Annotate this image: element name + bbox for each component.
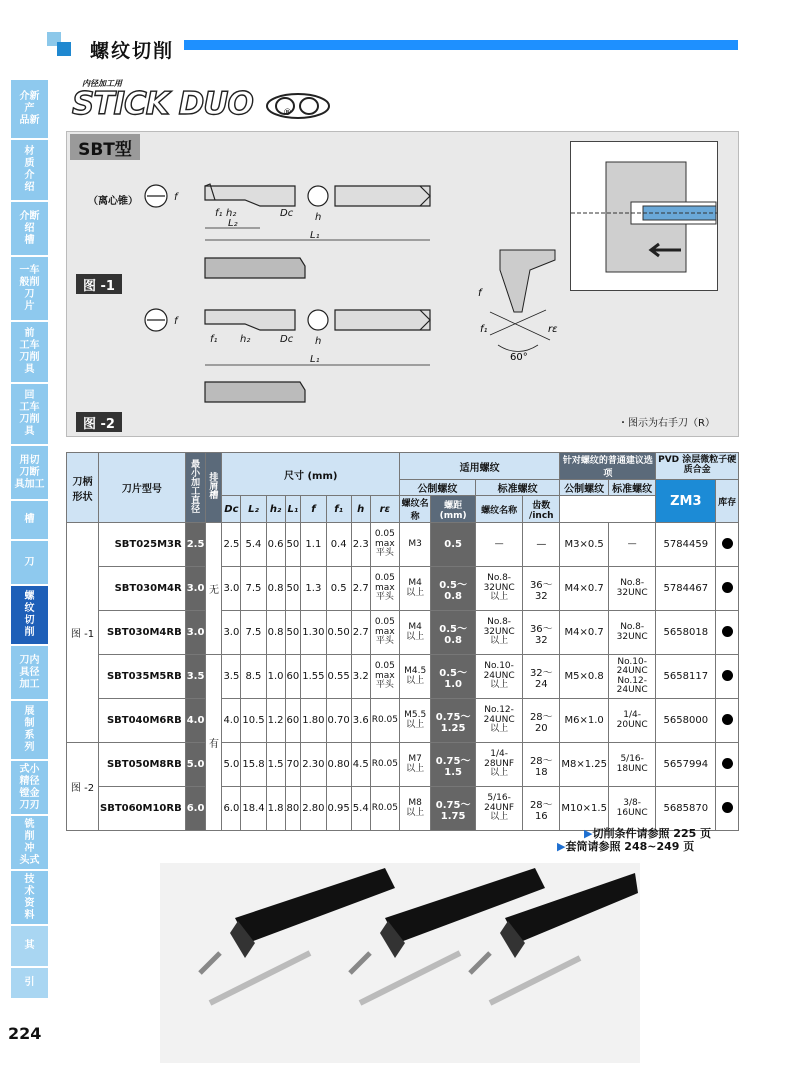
code-cell: 5784459 (656, 523, 716, 567)
col-dims: 尺寸 (mm) (222, 453, 400, 496)
m-name-cell: M4 以上 (399, 567, 430, 611)
pitch-cell: 0.5～0.8 (431, 567, 476, 611)
rc-cell: 0.05 max 平头 (370, 611, 399, 655)
rc-cell: R0.05 (370, 787, 399, 831)
tpi-cell: 36～32 (523, 567, 560, 611)
m-name-cell: M4 以上 (399, 611, 430, 655)
insert-model-cell: SBT030M4R (99, 567, 186, 611)
logo-subtitle: 内径加工用 (82, 79, 122, 88)
u-name-cell: No.8-32UNC 以上 (475, 567, 522, 611)
sidebar-item[interactable]: 其 (11, 926, 48, 968)
subhead-cell: h₂ (266, 496, 285, 523)
f-cell: 2.30 (301, 743, 326, 787)
pitch-cell: 0.5～1.0 (431, 655, 476, 699)
cutting-ref[interactable]: ▶切削条件请参照 225 页 (584, 827, 712, 840)
svg-text:Dc: Dc (280, 208, 294, 219)
svg-text:f: f (174, 316, 178, 327)
f-cell: 1.80 (301, 699, 326, 743)
in-stock-icon (722, 670, 733, 681)
Dc-cell: 3.0 (222, 611, 241, 655)
figure-2-tag: 图 -2 (76, 412, 122, 432)
Dc-cell: 6.0 (222, 787, 241, 831)
table-row (67, 787, 739, 831)
col-model: 刀片型号 (99, 453, 186, 523)
L2-cell: 10.5 (241, 699, 266, 743)
bore-machining-icon (571, 142, 717, 290)
svg-text:60°: 60° (510, 352, 528, 363)
u-name-cell: — (475, 523, 522, 567)
col-g-unified: 标准螺纹 (608, 480, 655, 496)
L1-cell: 80 (285, 787, 301, 831)
min-bore-cell: 4.0 (185, 699, 206, 743)
u-name-cell: 1/4-28UNF 以上 (475, 743, 522, 787)
g-metric-cell: M3×0.5 (560, 523, 609, 567)
in-stock-icon (722, 714, 733, 725)
col-pvd: PVD 涂层微粒子硬质合金 (656, 453, 739, 480)
coolant-cell: 无 (206, 523, 222, 655)
h-cell: 2.7 (351, 567, 370, 611)
sidebar-item[interactable]: 材 质 介 绍 (11, 140, 48, 202)
min-bore-cell: 2.5 (185, 523, 206, 567)
m-name-cell: M4.5 以上 (399, 655, 430, 699)
Dc-cell: 5.0 (222, 743, 241, 787)
L2-cell: 8.5 (241, 655, 266, 699)
h-cell: 5.4 (351, 787, 370, 831)
sidebar-item[interactable]: 介断 绍 槽 (11, 202, 48, 257)
table-row (67, 611, 739, 655)
code-cell: 5658117 (656, 655, 716, 699)
Dc-cell: 3.5 (222, 655, 241, 699)
product-photo (160, 863, 640, 1063)
in-stock-icon (722, 538, 733, 549)
sidebar-item[interactable]: 铣 削 冲 头式 (11, 816, 48, 871)
min-bore-cell: 3.0 (185, 567, 206, 611)
coolant-cell: 有 (206, 655, 222, 831)
h-cell: 3.2 (351, 655, 370, 699)
code-cell: 5685870 (656, 787, 716, 831)
machining-illustration (570, 141, 718, 291)
Dc-cell: 3.0 (222, 567, 241, 611)
subhead-cell: 螺纹名称 (475, 496, 522, 523)
svg-text:f₁: f₁ (480, 324, 488, 335)
logo-emblem-icon (265, 92, 331, 120)
sidebar-item[interactable]: 槽 (11, 501, 48, 541)
stock-cell (716, 699, 739, 743)
sleeve-ref[interactable]: ▶套筒请参照 248~249 页 (557, 840, 695, 853)
stock-cell (716, 611, 739, 655)
L1-cell: 50 (285, 611, 301, 655)
tool-holders-image (160, 863, 640, 1063)
stock-cell (716, 743, 739, 787)
header-decoration-square (57, 42, 71, 56)
stock-cell (716, 655, 739, 699)
sidebar-item[interactable]: 前 工车 刀削 具 (11, 322, 48, 384)
in-stock-icon (722, 758, 733, 769)
table-row (67, 523, 739, 567)
svg-text:L₂: L₂ (228, 218, 238, 229)
conical-label: （离心锥） (88, 196, 138, 207)
insert-model-cell: SBT025M3R (99, 523, 186, 567)
subhead-cell: L₂ (241, 496, 266, 523)
col-shank: 刀柄 形状 (67, 453, 99, 523)
svg-text:L₁: L₁ (310, 230, 320, 241)
subhead-cell: 螺纹名称 (399, 496, 430, 523)
sidebar-item[interactable]: 引 (11, 968, 48, 1000)
tool-drawings (130, 170, 450, 430)
f1-cell: 0.5 (326, 567, 351, 611)
tpi-cell: 32～24 (523, 655, 560, 699)
svg-text:f₁: f₁ (215, 208, 223, 219)
m-name-cell: M8 以上 (399, 787, 430, 831)
f-cell: 1.3 (301, 567, 326, 611)
u-name-cell: No.8-32UNC 以上 (475, 611, 522, 655)
tpi-cell: 28～16 (523, 787, 560, 831)
h2-cell: 1.8 (266, 787, 285, 831)
svg-text:f: f (174, 192, 178, 203)
svg-text:h: h (315, 212, 322, 223)
stock-cell (716, 523, 739, 567)
Dc-cell: 4.0 (222, 699, 241, 743)
h2-cell: 1.5 (266, 743, 285, 787)
f-cell: 1.30 (301, 611, 326, 655)
u-name-cell: 5/16-24UNF 以上 (475, 787, 522, 831)
L1-cell: 60 (285, 655, 301, 699)
table-row (67, 699, 739, 743)
g-metric-cell: M4×0.7 (560, 567, 609, 611)
rc-cell: 0.05 max 平头 (370, 567, 399, 611)
code-cell: 5658018 (656, 611, 716, 655)
rc-cell: 0.05 max 平头 (370, 523, 399, 567)
insert-model-cell: SBT030M4RB (99, 611, 186, 655)
right-hand-note: ・图示为右手刀（R） (618, 418, 715, 429)
m-name-cell: M7 以上 (399, 743, 430, 787)
h2-cell: 0.6 (266, 523, 285, 567)
table-row (67, 743, 739, 787)
table-row (67, 567, 739, 611)
subhead-cell: f (301, 496, 326, 523)
L2-cell: 7.5 (241, 567, 266, 611)
sidebar-item[interactable]: 式小 精径 镗金 刀刃 (11, 761, 48, 816)
col-unified: 标准螺纹 (475, 480, 559, 496)
col-min-bore: 最小加工直径 (185, 453, 206, 523)
Dc-cell: 2.5 (222, 523, 241, 567)
sidebar-item[interactable]: 刀内 具径 加工 (11, 646, 48, 701)
L2-cell: 18.4 (241, 787, 266, 831)
tpi-cell: 28～20 (523, 699, 560, 743)
subhead-cell: L₁ (285, 496, 301, 523)
L1-cell: 60 (285, 699, 301, 743)
f1-cell: 0.55 (326, 655, 351, 699)
h2-cell: 1.2 (266, 699, 285, 743)
g-metric-cell: M8×1.25 (560, 743, 609, 787)
pitch-cell: 0.75～1.75 (431, 787, 476, 831)
L2-cell: 15.8 (241, 743, 266, 787)
subhead-cell: 齿数 /inch (523, 496, 560, 523)
sidebar-item[interactable]: 螺 纹 切 削 (11, 586, 48, 646)
in-stock-icon (722, 626, 733, 637)
pitch-cell: 0.75～1.5 (431, 743, 476, 787)
m-name-cell: M3 (399, 523, 430, 567)
sidebar-item[interactable]: 回 工车 刀削 具 (11, 384, 48, 446)
col-coolant: 排屑槽 (206, 453, 222, 523)
g-metric-cell: M6×1.0 (560, 699, 609, 743)
L1-cell: 70 (285, 743, 301, 787)
code-cell: 5784467 (656, 567, 716, 611)
rc-cell: R0.05 (370, 699, 399, 743)
f1-cell: 0.4 (326, 523, 351, 567)
header-rule (184, 40, 738, 50)
tpi-cell: — (523, 523, 560, 567)
f1-cell: 0.70 (326, 699, 351, 743)
sidebar-item[interactable]: 用切 刀断 具加工 (11, 446, 48, 501)
h-cell: 3.6 (351, 699, 370, 743)
h-cell: 2.3 (351, 523, 370, 567)
f-cell: 1.55 (301, 655, 326, 699)
h2-cell: 1.0 (266, 655, 285, 699)
L1-cell: 50 (285, 567, 301, 611)
svg-text:f₁: f₁ (210, 334, 218, 345)
svg-text:h₂: h₂ (240, 334, 251, 345)
f1-cell: 0.80 (326, 743, 351, 787)
subhead-cell: 螺距 (mm) (431, 496, 476, 523)
svg-text:h: h (315, 336, 322, 347)
svg-text:L₁: L₁ (310, 354, 320, 365)
subhead-cell: h (351, 496, 370, 523)
insert-model-cell: SBT060M10RB (99, 787, 186, 831)
stock-cell (716, 567, 739, 611)
col-general: 针对螺纹的普通建议选项 (560, 453, 656, 480)
code-cell: 5657994 (656, 743, 716, 787)
svg-text:Dc: Dc (280, 334, 294, 345)
L2-cell: 7.5 (241, 611, 266, 655)
registered-mark: ® (283, 108, 292, 118)
u-name-cell: No.10-24UNC 以上 (475, 655, 522, 699)
f1-cell: 0.95 (326, 787, 351, 831)
g-unified-cell: No.8-32UNC (608, 567, 655, 611)
subhead-cell: Dc (222, 496, 241, 523)
subhead-cell: f₁ (326, 496, 351, 523)
stock-cell (716, 787, 739, 831)
g-unified-cell: 1/4-20UNC (608, 699, 655, 743)
g-unified-cell: No.8-32UNC (608, 611, 655, 655)
insert-model-cell: SBT035M5RB (99, 655, 186, 699)
f-cell: 2.80 (301, 787, 326, 831)
g-unified-cell: 3/8-16UNC (608, 787, 655, 831)
min-bore-cell: 6.0 (185, 787, 206, 831)
page-number: 224 (8, 1024, 42, 1043)
h-cell: 4.5 (351, 743, 370, 787)
svg-text:h₂: h₂ (226, 208, 237, 219)
shank-shape-cell: 图 -2 (67, 743, 99, 831)
f1-cell: 0.50 (326, 611, 351, 655)
pitch-cell: 0.75～1.25 (431, 699, 476, 743)
in-stock-icon (722, 582, 733, 593)
rc-cell: R0.05 (370, 743, 399, 787)
g-metric-cell: M10×1.5 (560, 787, 609, 831)
insert-model-cell: SBT050M8RB (99, 743, 186, 787)
col-applicable: 适用螺纹 (399, 453, 559, 480)
sidebar-item[interactable]: 刀 (11, 541, 48, 586)
h-cell: 2.7 (351, 611, 370, 655)
sidebar-item[interactable]: 介新 产 品新 (11, 80, 48, 140)
col-stock: 库存 (716, 480, 739, 523)
h2-cell: 0.8 (266, 611, 285, 655)
col-g-metric: 公制螺纹 (560, 480, 609, 496)
col-metric: 公制螺纹 (399, 480, 475, 496)
h2-cell: 0.8 (266, 567, 285, 611)
brand-logo: STICK DUO (72, 86, 331, 122)
code-cell: 5658000 (656, 699, 716, 743)
figure-1-tag: 图 -1 (76, 274, 122, 294)
shank-shape-cell: 图 -1 (67, 523, 99, 743)
sidebar-item[interactable]: 展 制 系 列 (11, 701, 48, 761)
sidebar-item[interactable]: 技 术 资 料 (11, 871, 48, 926)
g-unified-cell: — (608, 523, 655, 567)
L2-cell: 5.4 (241, 523, 266, 567)
subhead-cell: rε (370, 496, 399, 523)
m-name-cell: M5.5 以上 (399, 699, 430, 743)
g-unified-cell: 5/16-18UNC (608, 743, 655, 787)
min-bore-cell: 3.5 (185, 655, 206, 699)
tpi-cell: 28～18 (523, 743, 560, 787)
f-cell: 1.1 (301, 523, 326, 567)
pitch-cell: 0.5～0.8 (431, 611, 476, 655)
insert-model-cell: SBT040M6RB (99, 699, 186, 743)
tip-detail-diagram (470, 240, 570, 365)
L1-cell: 50 (285, 523, 301, 567)
svg-text:rε: rε (548, 324, 558, 335)
table-row (67, 655, 739, 699)
page-title: 螺纹切削 (90, 40, 175, 62)
g-unified-cell: No.10-24UNC No.12-24UNC (608, 655, 655, 699)
g-metric-cell: M5×0.8 (560, 655, 609, 699)
section-sidebar (11, 80, 48, 1000)
svg-text:f: f (478, 288, 482, 299)
u-name-cell: No.12-24UNC 以上 (475, 699, 522, 743)
col-grade: ZM3 (656, 480, 716, 523)
pitch-cell: 0.5 (431, 523, 476, 567)
g-metric-cell: M4×0.7 (560, 611, 609, 655)
tpi-cell: 36～32 (523, 611, 560, 655)
min-bore-cell: 5.0 (185, 743, 206, 787)
spec-table (66, 452, 739, 831)
in-stock-icon (722, 802, 733, 813)
rc-cell: 0.05 max 平头 (370, 655, 399, 699)
sidebar-item[interactable]: 一车 般削 刀 片 (11, 257, 48, 322)
type-tag: SBT型 (70, 134, 140, 160)
min-bore-cell: 3.0 (185, 611, 206, 655)
